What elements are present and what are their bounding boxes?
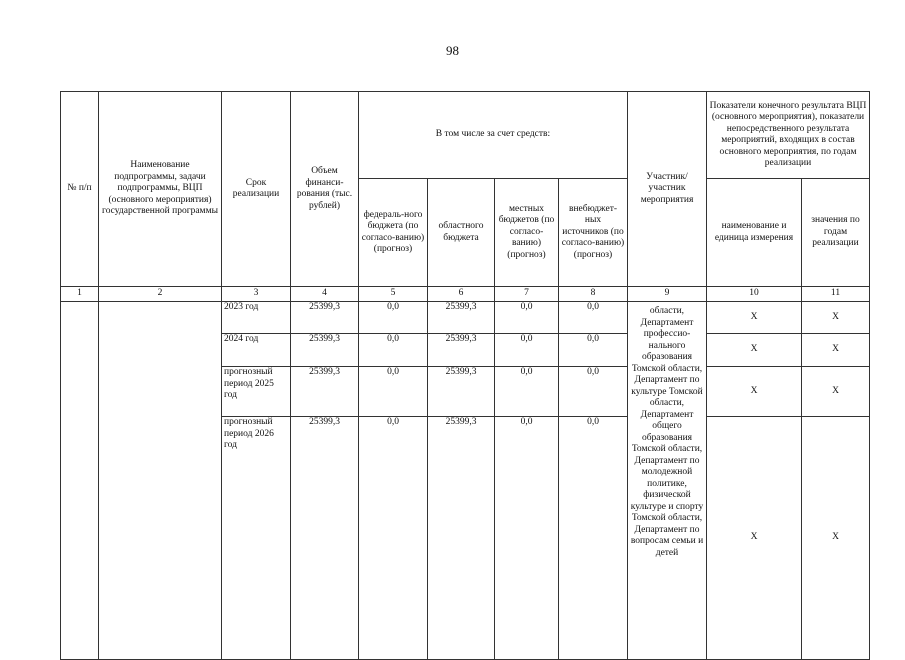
program-table — [60, 91, 870, 660]
table-row — [61, 302, 870, 334]
total-cell: 25399,3 — [291, 302, 359, 334]
column-number: 5 — [359, 287, 428, 302]
empty-name-cell — [99, 302, 222, 660]
header-period: Срок реализации — [222, 92, 291, 287]
indicator-name-cell: X — [707, 367, 802, 417]
header-extra: внебюджет-ных источников (по согласо-ванию) (прогноз) — [559, 179, 628, 287]
column-number: 2 — [99, 287, 222, 302]
page-number: 98 — [446, 43, 459, 58]
local-cell: 0,0 — [495, 334, 559, 367]
federal-cell: 0,0 — [359, 367, 428, 417]
regional-cell: 25399,3 — [428, 334, 495, 367]
period-cell: прогнозный период 2025 год — [222, 367, 291, 417]
indicator-value-cell: X — [802, 334, 870, 367]
column-number: 8 — [559, 287, 628, 302]
participant-text: области, Департамент профессио-нального образования Томской области, Департамент по культуре Томской области, Департамент общего образования Томской области, Департамент по молодежной политике, физической культуре и спорту Томской области, Департамент по вопросам семьи и детей — [630, 306, 704, 558]
header-sources-group: В том числе за счет средств: — [359, 92, 628, 179]
total-cell: 25399,3 — [291, 334, 359, 367]
header-participant: Участник/ участник мероприятия — [628, 92, 707, 287]
header-regional: областного бюджета — [428, 179, 495, 287]
header-name: Наименование подпрограммы, задачи подпрограммы, ВЦП (основного мероприятия) государственной программы — [99, 92, 222, 287]
extra-cell: 0,0 — [559, 334, 628, 367]
column-number: 3 — [222, 287, 291, 302]
column-number: 9 — [628, 287, 707, 302]
federal-cell: 0,0 — [359, 334, 428, 367]
extra-cell: 0,0 — [559, 367, 628, 417]
regional-cell: 25399,3 — [428, 367, 495, 417]
indicator-value-cell: X — [802, 302, 870, 334]
column-number: 1 — [61, 287, 99, 302]
period-cell: 2024 год — [222, 334, 291, 367]
local-cell: 0,0 — [495, 417, 559, 660]
column-number: 6 — [428, 287, 495, 302]
header-indicator-value: значения по годам реализации — [802, 179, 870, 287]
participant-cell — [628, 302, 707, 660]
federal-cell: 0,0 — [359, 417, 428, 660]
header-local: местных бюджетов (по согласо-ванию) (прогноз) — [495, 179, 559, 287]
local-cell: 0,0 — [495, 367, 559, 417]
column-number: 4 — [291, 287, 359, 302]
period-cell: 2023 год — [222, 302, 291, 334]
total-cell: 25399,3 — [291, 417, 359, 660]
column-number: 10 — [707, 287, 802, 302]
indicator-value-cell: X — [802, 367, 870, 417]
header-num: № п/п — [61, 92, 99, 287]
header-total: Объем финанси-рования (тыс. рублей) — [291, 92, 359, 287]
indicator-name-cell: X — [707, 417, 802, 660]
column-number: 7 — [495, 287, 559, 302]
total-cell: 25399,3 — [291, 367, 359, 417]
indicator-value-cell: X — [802, 417, 870, 660]
header-indicators-group: Показатели конечного результата ВЦП (основного мероприятия), показатели непосредственного результата мероприятий, входящих в состав основного мероприятия, по годам реализации — [707, 92, 870, 179]
empty-num-cell — [61, 302, 99, 660]
indicator-name-cell: X — [707, 302, 802, 334]
column-numbers-row — [61, 287, 870, 302]
header-indicator-name: наименование и единица измерения — [707, 179, 802, 287]
regional-cell: 25399,3 — [428, 302, 495, 334]
extra-cell: 0,0 — [559, 302, 628, 334]
regional-cell: 25399,3 — [428, 417, 495, 660]
header-federal: федераль-ного бюджета (по согласо-ванию) (прогноз) — [359, 179, 428, 287]
federal-cell: 0,0 — [359, 302, 428, 334]
indicator-name-cell: X — [707, 334, 802, 367]
extra-cell: 0,0 — [559, 417, 628, 660]
period-cell: прогнозный период 2026 год — [222, 417, 291, 660]
header-row-1 — [61, 92, 870, 179]
local-cell: 0,0 — [495, 302, 559, 334]
column-number: 11 — [802, 287, 870, 302]
